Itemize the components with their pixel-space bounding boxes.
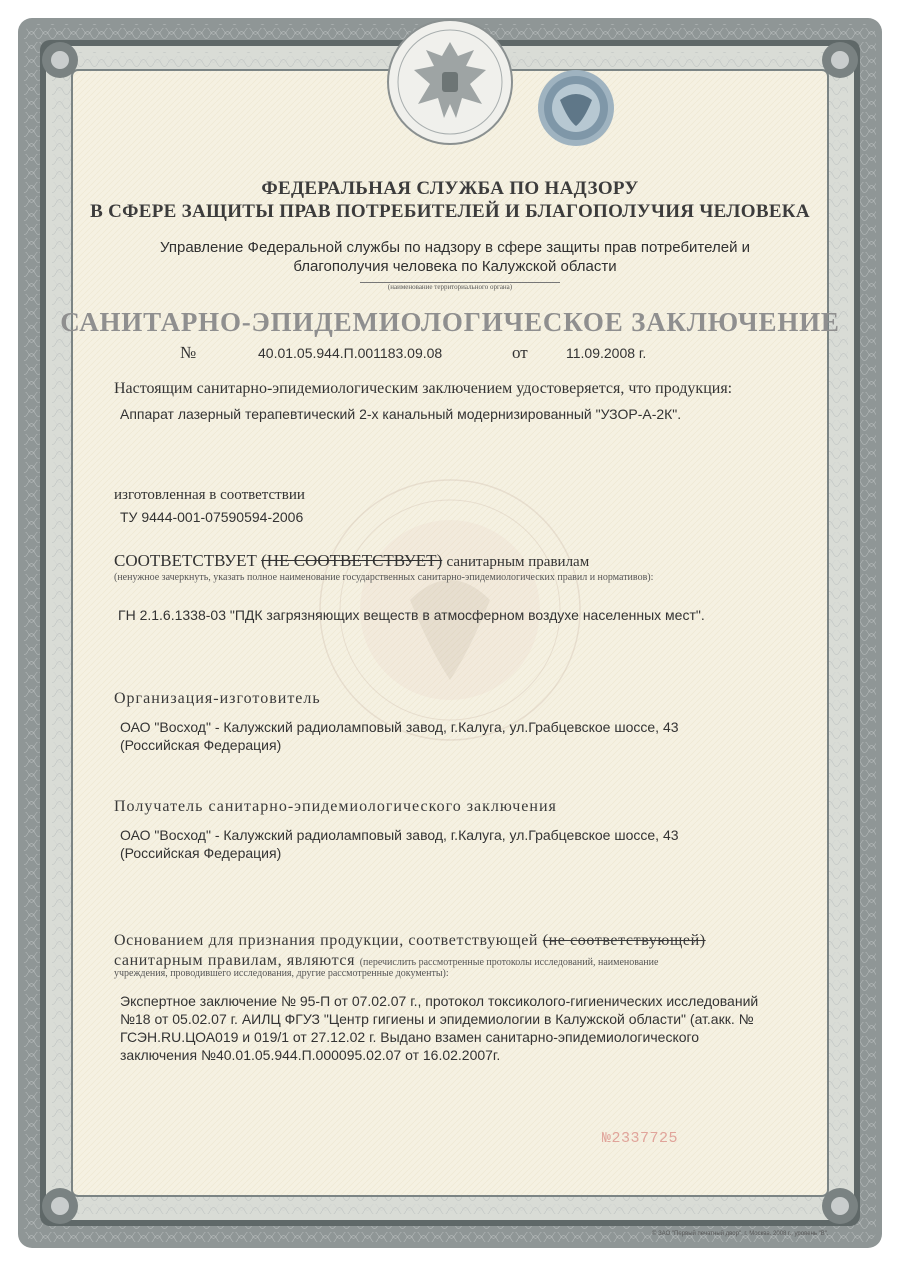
printer-imprint: © ЗАО "Первый печатный двор", г. Москва, 2008 г., уровень "В". [652, 1231, 829, 1237]
document-number: 40.01.05.944.П.001183.09.08 [258, 345, 443, 361]
basis-lead: Основанием для признания продукции, соответствующей [114, 932, 539, 949]
authority-hint: (наименование территориального органа) [387, 283, 513, 291]
basis-statement [114, 931, 790, 973]
hygiene-standard: ГН 2.1.6.1338-03 "ПДК загрязняющих веществ в атмосферном воздухе населенных мест". [118, 607, 705, 623]
basis-hint2: учреждения, проводившего исследования, другие рассмотренные документы): [114, 968, 449, 979]
basis-hint1: (перечислить рассмотренные протоколы исследований, наименование [359, 957, 659, 968]
compliance-hint: (ненужное зачеркнуть, указать полное наименование государственных санитарно-эпидемиологических правил и нормативов): [114, 572, 654, 583]
compliance-statement [114, 551, 589, 571]
date-label: от [512, 343, 528, 362]
recipient-text: ОАО "Восход" - Калужский радиоламповый завод, г.Калуга, ул.Грабцевское шоссе, 43 (Российская Федерация) [120, 827, 679, 861]
agency-title-line2: В СФЕРЕ ЗАЩИТЫ ПРАВ ПОТРЕБИТЕЛЕЙ И БЛАГОПОЛУЧИЯ ЧЕЛОВЕКА [90, 201, 810, 222]
expert-conclusion-text: Экспертное заключение № 95-П от 07.02.07 г., протокол токсиколого-гигиенических исследований №18 от 05.02.07 г. АИЛЦ ФГУЗ "Центр гигиены и эпидемиологии в Калужской области" (ат.акк. № ГСЭН.RU.ЦОА019 и 019/1 от 27.12.02 г. Выдано взамен санитарно-эпидемиологического заключения №40.01.05.944.П.000095.02.07 от 16.02.2007г. [120, 993, 759, 1063]
technical-standard: ТУ 9444-001-07590594-2006 [120, 509, 304, 525]
manufacturer-text: ОАО "Восход" - Калужский радиоламповый завод, г.Калуга, ул.Грабцевское шоссе, 43 (Российская Федерация) [120, 719, 679, 753]
territorial-authority: Управление Федеральной службы по надзору в сфере защиты прав потребителей и благополучия человека по Калужской области [160, 239, 750, 275]
complies-word: СООТВЕТСТВУЕТ [114, 551, 257, 570]
coat-of-arms-icon [388, 20, 512, 144]
number-label: № [180, 343, 197, 362]
rules-word: санитарным правилам [446, 554, 590, 570]
serial-number: №2337725 [602, 1130, 679, 1147]
basis-not-struck: (не соответствующей) [542, 932, 706, 949]
basis-line2: санитарным правилам, являются [114, 952, 356, 969]
agency-title-line1: ФЕДЕРАЛЬНАЯ СЛУЖБА ПО НАДЗОРУ [261, 178, 639, 199]
not-complies-struck: (НЕ СООТВЕТСТВУЕТ) [261, 551, 443, 570]
document-title: САНИТАРНО-ЭПИДЕМИОЛОГИЧЕСКОЕ ЗАКЛЮЧЕНИЕ [60, 307, 840, 337]
product-name: Аппарат лазерный терапевтический 2-х канальный модернизированный "УЗОР-А-2К". [120, 406, 682, 422]
recipient-heading: Получатель санитарно-эпидемиологического заключения [114, 798, 557, 815]
hologram-seal-icon [538, 70, 614, 146]
document-date: 11.09.2008 г. [566, 345, 647, 361]
manufactured-label: изготовленная в соответствии [114, 487, 305, 503]
product-intro: Настоящим санитарно-эпидемиологическим заключением удостоверяется, что продукция: [114, 380, 733, 397]
manufacturer-heading: Организация-изготовитель [114, 690, 321, 707]
